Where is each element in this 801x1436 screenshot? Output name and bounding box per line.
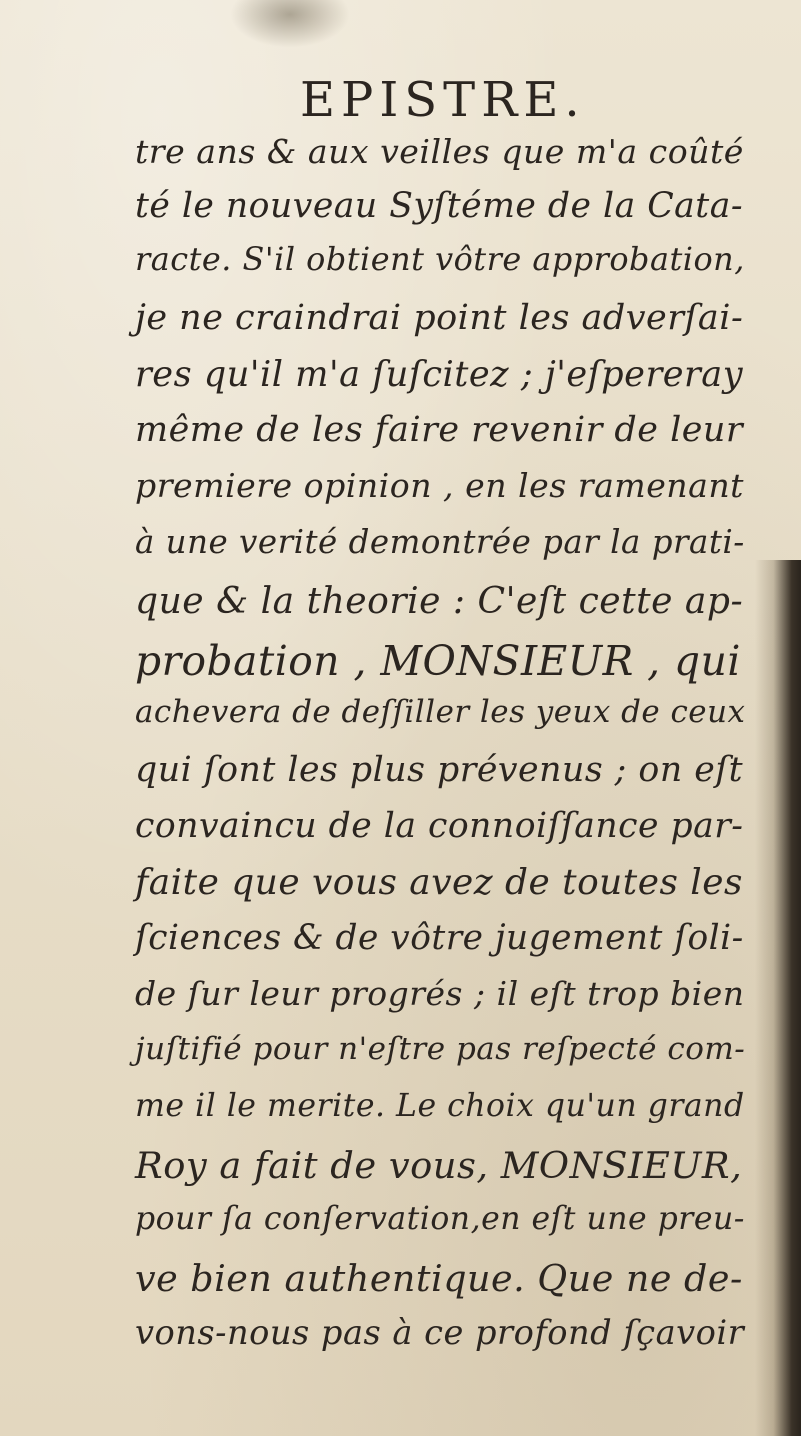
text-line: me il le merite. Le choix qu'un grand <box>135 1088 745 1124</box>
text-line: pour ſa conſervation,en eſt une preu- <box>135 1201 745 1237</box>
text-line: faite que vous avez de toutes les <box>135 862 743 903</box>
text-line: Roy a fait de vous, MONSIEUR, <box>135 1144 743 1187</box>
text-line: de ſur leur progrés ; il eſt trop bien <box>135 974 745 1013</box>
text-line: que & la theorie : C'eſt cette ap- <box>135 580 744 622</box>
text-line: probation , MONSIEUR , qui <box>135 637 741 685</box>
text-line: premiere opinion , en les ramenant <box>135 466 744 505</box>
text-line: ſciences & de vôtre jugement ſoli- <box>135 918 744 958</box>
page-heading: EPISTRE. <box>300 72 586 128</box>
text-line: je ne craindrai point les adverſai- <box>135 298 744 338</box>
text-line: à une verité demontrée par la prati- <box>135 523 745 561</box>
text-line: té le nouveau Syſtéme de la Cata- <box>135 186 744 226</box>
text-line: racte. S'il obtient vôtre approbation, <box>135 240 745 278</box>
text-line: convaincu de la connoiſſance par- <box>135 806 744 846</box>
text-line: achevera de deſſiller les yeux de ceux <box>135 694 746 730</box>
text-line: tre ans & aux veilles que m'a coûté <box>135 132 744 171</box>
text-line: juſtifié pour n'eſtre pas reſpecté com- <box>135 1031 746 1067</box>
text-line: même de les faire revenir de leur <box>135 410 744 450</box>
text-line: qui ſont les plus prévenus ; on eſt <box>135 750 744 790</box>
text-line: vons-nous pas à ce profond ſçavoir <box>135 1313 745 1352</box>
text-line: ve bien authentique. Que ne de- <box>135 1257 743 1300</box>
text-line: res qu'il m'a ſuſcitez ; j'eſpereray <box>135 354 744 395</box>
